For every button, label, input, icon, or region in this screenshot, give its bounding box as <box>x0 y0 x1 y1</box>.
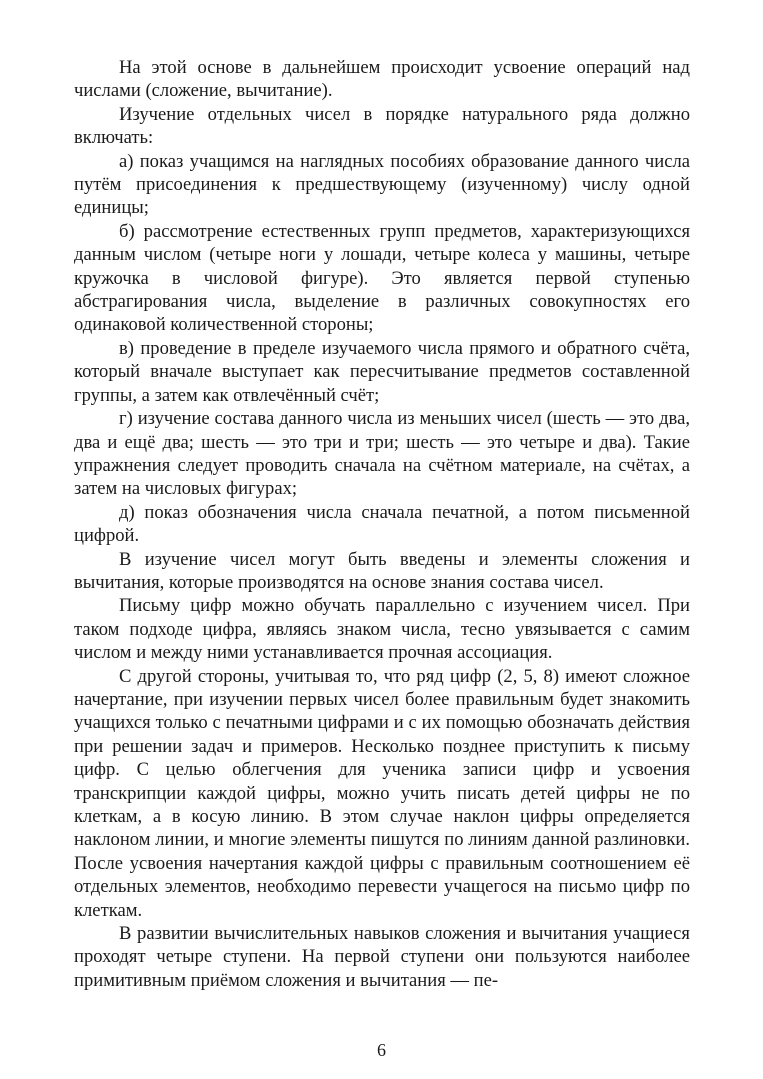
paragraph-2: Изучение отдельных чисел в порядке натурального ряда должно включать: <box>74 103 690 149</box>
list-item-d: г) изучение состава данного числа из меньших чисел (шесть — это два, два и ещё два; шесть — это три и три; шесть — это четыре и два). Такие упражнения следует проводить сначала на счётном материале, на счётах, а затем на числовых фигурах; <box>74 408 690 500</box>
list-item-e: д) показ обозначения числа сначала печатной, а потом письменной цифрой. <box>74 501 690 547</box>
paragraph-11: В развитии вычислительных навыков сложения и вычитания учащиеся проходят четыре ступени. На первой ступени они пользуются наиболее примитивным приёмом сложения и вычитания — пе- <box>74 923 690 991</box>
page-body <box>74 56 690 992</box>
paragraph-10: С другой стороны, учитывая то, что ряд цифр (2, 5, 8) имеют сложное начертание, при изучении первых чисел более правильным будет знакомить учащихся только с печатными цифрами и с их помощью обозначать действия при решении задач и примеров. Несколько позднее приступить к письму цифр. С целью облегчения для ученика записи цифр и усвоения транскрипции каждой цифры, можно учить писать детей цифры не по клеткам, а в косую линию. В этом случае наклон цифры определяется наклоном линии, и многие элементы пишутся по линиям данной разлиновки. После усвоения начертания каждой цифры с правильным соотношением её отдельных элементов, необходимо перевести учащегося на письмо цифр по клеткам. <box>74 665 690 921</box>
paragraph-9: Письму цифр можно обучать параллельно с изучением чисел. При таком подходе цифра, являясь знаком числа, тесно увязывается с самим числом и между ними устанавливается прочная ассоциация. <box>74 595 690 664</box>
page-number: 6 <box>377 1040 386 1060</box>
list-item-a: а) показ учащимся на наглядных пособиях образование данного числа путём присоединения к предшествующему (изученному) числу одной единицы; <box>74 150 690 219</box>
paragraph-1: На этой основе в дальнейшем происходит усвоение операций над числами (сложение, вычитание). <box>74 57 690 102</box>
list-item-c: в) проведение в пределе изучаемого числа прямого и обратного счёта, который вначале выступает как пересчитывание предметов составленной группы, а затем как отвлечённый счёт; <box>74 337 690 406</box>
list-item-b: б) рассмотрение естественных групп предметов, характеризующихся данным числом (четыре ноги у лошади, четыре колеса у машины, четыре кружочка в числовой фигуре). Это является первой ступенью абстрагирования числа, выделение в различных совокупностях его одинаковой количественной стороны; <box>74 220 690 336</box>
paragraph-8: В изучение чисел могут быть введены и элементы сложения и вычитания, которые производятся на основе знания состава чисел. <box>74 548 690 593</box>
